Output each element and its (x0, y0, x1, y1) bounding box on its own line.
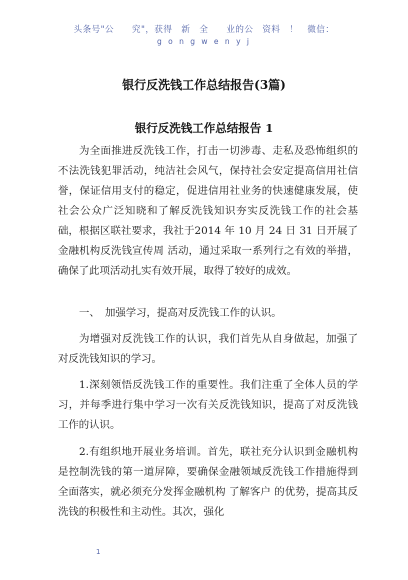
paragraph-item-1: 1.深刻领悟反洗钱工作的重要性。我们注重了全体人员的学习，并每季进行集中学习一次有关反洗钱知识，提高了对反洗钱工作的认识。 (58, 379, 358, 431)
watermark-line-2: g o n g w e n y j (157, 37, 251, 46)
paragraph-study: 为增强对反洗钱工作的认识，我们首先从自身做起，加强了对反洗钱知识的学习。 (58, 333, 358, 365)
header-watermark (0, 24, 408, 48)
section-title: 银行反洗钱工作总结报告 1 (134, 121, 274, 135)
paragraph-item-2: 2.有组织地开展业务培训。首先，联社充分认识到金融机构是控制洗钱的第一道屏障，要确保金融领域反洗钱工作措施得到全面落实，就必须充分发挥金融机构 了解客户 的优势，提高其反洗钱的积极性和主动性。其次，强化 (58, 446, 358, 518)
document-title: 银行反洗钱工作总结报告(3篇) (122, 78, 286, 92)
watermark-line-1: 头条号"公 究"，获得 新 全 业的公 资料 ！ 微信： (73, 25, 335, 35)
paragraph-intro: 为全面推进反洗钱工作，打击一切涉毒、走私及恐怖组织的不法洗钱犯罪活动，纯洁社会风气，保持社会安定提高信用社信誉，保证信用支付的稳定，促进信用社业务的快速健康发展，使社会公众广泛知晓和了解反洗钱知识夯实反洗钱工作的社会基础，根据区联社要求，我社于2014 年 10 月 24 日 31 日开展了 金融机构反洗钱宣传周 活动，通过采取一系列行之有效的举措，确保了此项活动扎实有效开展，取得了较好的成效。 (58, 145, 358, 277)
page-number: 1 (96, 548, 101, 556)
paragraph-heading-1: 一、 加强学习，提高对反洗钱工作的认识。 (79, 307, 282, 319)
